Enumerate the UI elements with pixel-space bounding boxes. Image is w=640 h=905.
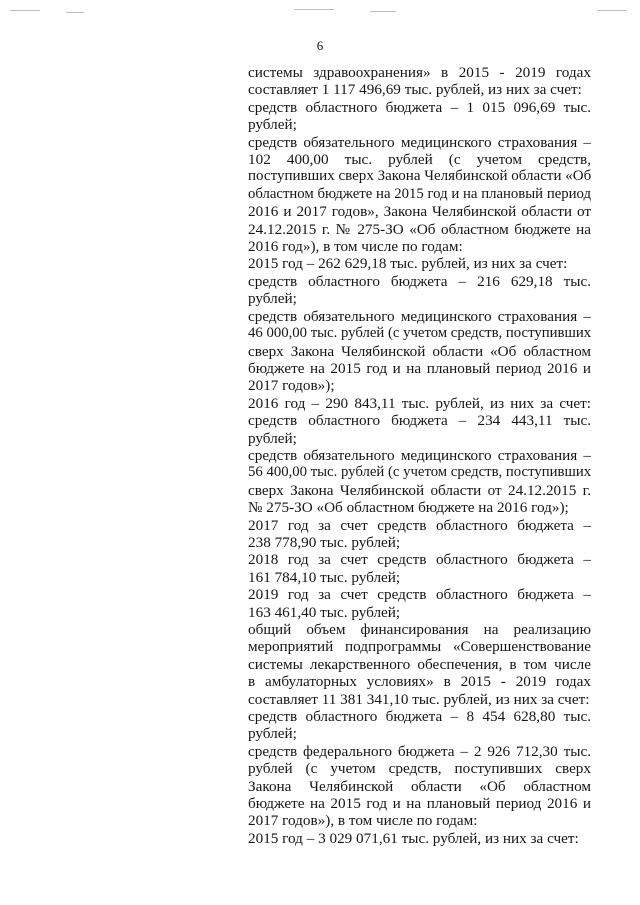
text-line: 24.12.2015 г. № 275-ЗО «Об областном бюджете на	[248, 220, 591, 238]
text-line: бюджете на 2015 год и на плановый период 2016 и	[248, 795, 591, 813]
text-line: № 275-ЗО «Об областном бюджете на 2016 год»);	[248, 499, 569, 517]
text-line: 2015 год – 262 629,18 тыс. рублей, из них за счет:	[248, 255, 568, 273]
text-line: средств обязательного медицинского страхования –	[248, 307, 591, 325]
text-line: областном бюджете на 2015 год и на плановый период	[248, 185, 591, 202]
text-line: системы здравоохранения» в 2015 - 2019 годах	[248, 64, 591, 81]
text-line: рублей (с учетом средств, поступивших сверх	[248, 760, 591, 778]
text-line: рублей;	[248, 429, 297, 447]
text-line: средств областного бюджета – 234 443,11 тыс.	[248, 412, 591, 430]
text-line: 2018 год за счет средств областного бюджета –	[248, 551, 591, 569]
text-line: 2019 год за счет средств областного бюджета –	[248, 586, 591, 604]
text-line: 102 400,00 тыс. рублей (с учетом средств,	[248, 151, 591, 169]
text-line: сверх Закона Челябинской области «Об областном	[248, 342, 591, 360]
text-line: 2017 годов»);	[248, 377, 335, 395]
text-line: составляет 11 381 341,10 тыс. рублей, из них за счет:	[248, 690, 590, 708]
text-line: сверх Закона Челябинской области от 24.12.2015 г.	[248, 481, 591, 499]
document-body	[248, 64, 591, 847]
text-line: 2016 и 2017 годов», Закона Челябинской области от	[248, 203, 591, 221]
text-line: средств областного бюджета – 8 454 628,80 тыс.	[248, 708, 591, 726]
text-line: мероприятий подпрограммы «Совершенствование	[248, 638, 591, 656]
scan-speck	[598, 10, 626, 11]
text-line: 46 000,00 тыс. рублей (с учетом средств, поступивших	[248, 325, 592, 342]
text-line: 2017 год за счет средств областного бюджета –	[248, 516, 591, 534]
text-line: средств областного бюджета – 216 629,18 тыс.	[248, 272, 591, 290]
text-line: рублей;	[248, 725, 297, 743]
text-line: 2015 год – 3 029 071,61 тыс. рублей, из них за счет:	[248, 829, 579, 847]
text-line: системы лекарственного обеспечения, в том числе	[248, 655, 591, 673]
text-line: бюджете на 2015 год и на плановый период 2016 и	[248, 359, 591, 377]
text-line: средств федерального бюджета – 2 926 712,30 тыс.	[248, 742, 591, 760]
text-line: 2016 год»), в том числе по годам:	[248, 238, 463, 256]
text-line: рублей;	[248, 290, 297, 308]
text-line: в амбулаторных условиях» в 2015 - 2019 годах	[248, 673, 591, 691]
page-number: 6	[316, 38, 324, 53]
scan-artifacts	[0, 0, 640, 20]
text-line: 163 461,40 тыс. рублей;	[248, 603, 401, 621]
text-line: 238 778,90 тыс. рублей;	[248, 533, 401, 551]
text-line: 161 784,10 тыс. рублей;	[248, 568, 401, 586]
scan-speck	[66, 12, 84, 13]
scan-speck	[294, 9, 334, 10]
scan-speck	[10, 10, 40, 11]
text-line: рублей;	[248, 116, 297, 134]
text-line: 56 400,00 тыс. рублей (с учетом средств, поступивших	[248, 464, 592, 481]
text-line: общий объем финансирования на реализацию	[248, 621, 591, 638]
text-line: средств областного бюджета – 1 015 096,69 тыс.	[248, 98, 591, 116]
text-line: Закона Челябинской области «Об областном	[248, 777, 591, 795]
scan-speck	[370, 11, 396, 12]
text-line: 2017 годов»), в том числе по годам:	[248, 812, 478, 830]
text-line: 2016 год – 290 843,11 тыс. рублей, из них за счет:	[248, 394, 591, 412]
text-line: поступивших сверх Закона Челябинской области «Об	[248, 168, 592, 185]
text-line: составляет 1 117 496,69 тыс. рублей, из них за счет:	[248, 81, 582, 99]
text-line: средств обязательного медицинского страхования –	[248, 133, 591, 151]
text-line: средств обязательного медицинского страхования –	[248, 446, 591, 464]
